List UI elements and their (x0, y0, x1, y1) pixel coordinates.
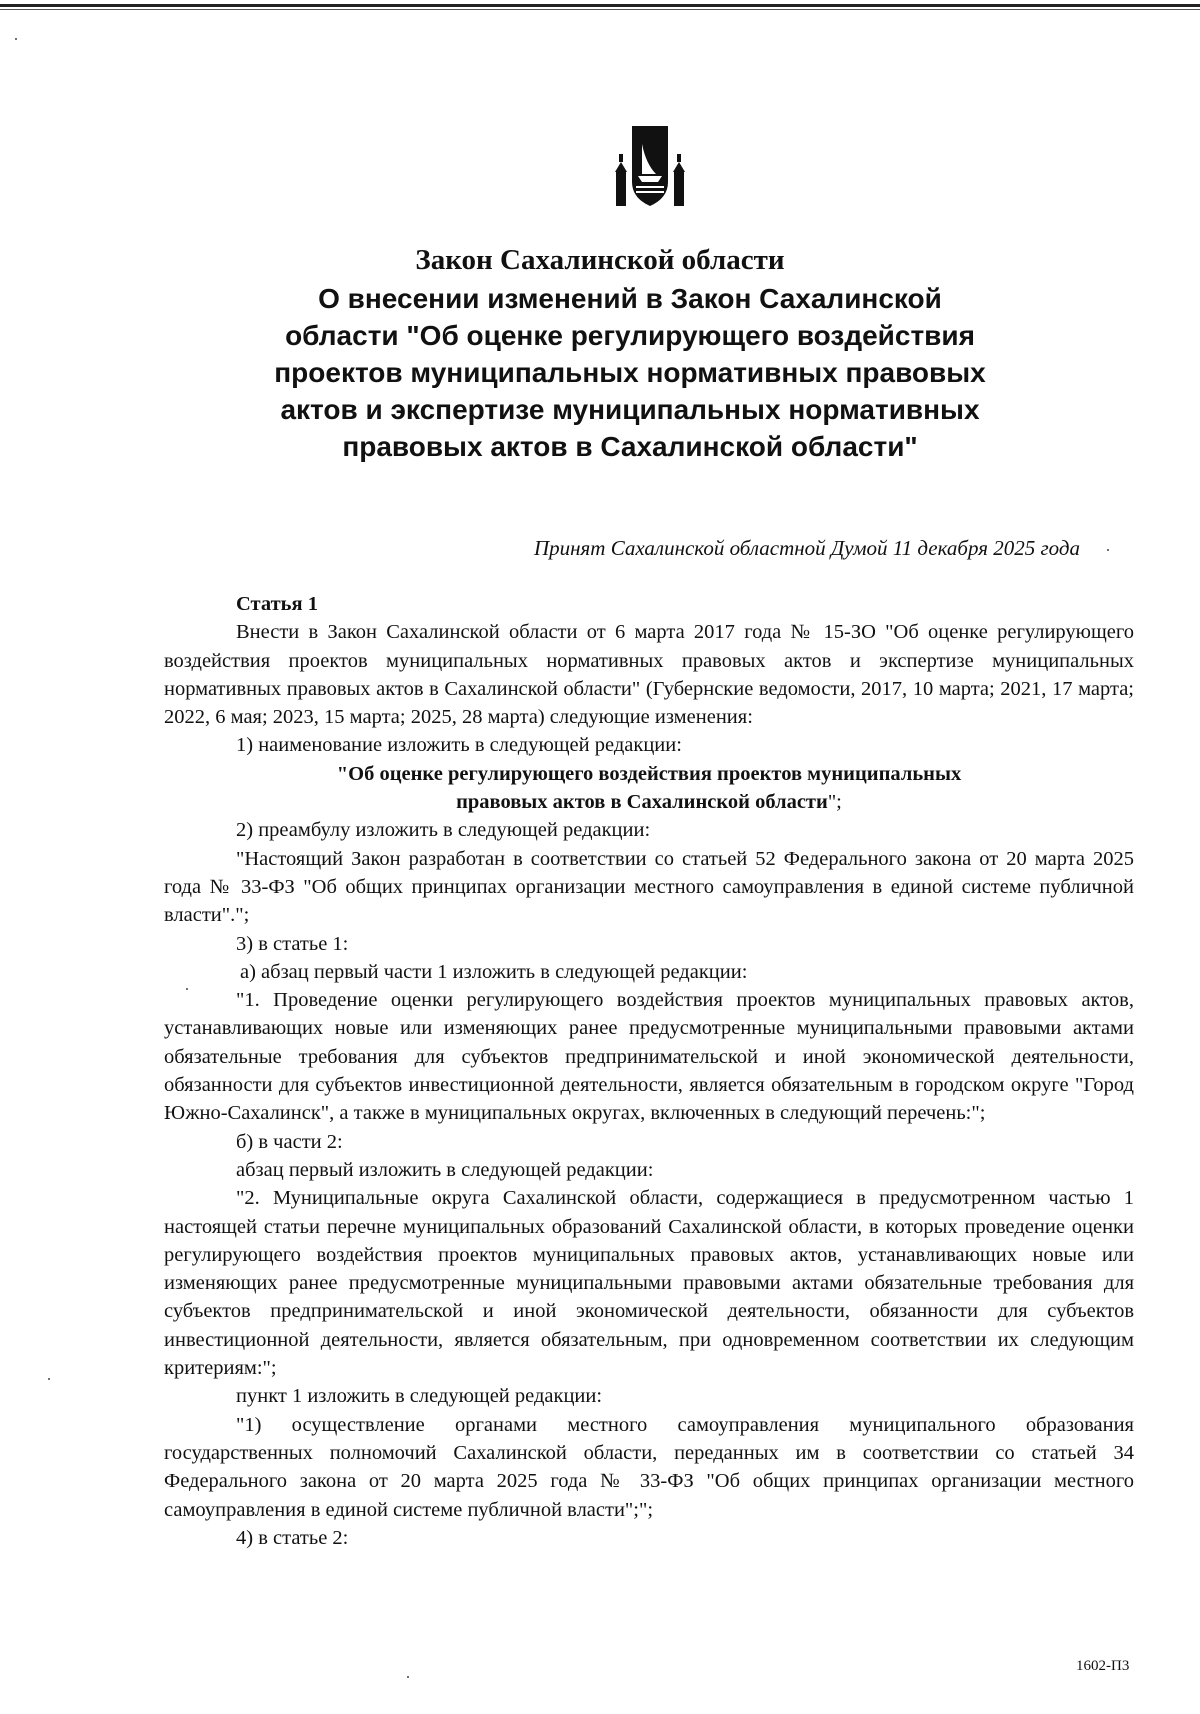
adoption-note: Принят Сахалинской областной Думой 11 декабря 2025 года (533, 536, 1080, 560)
item-3b: б) в части 2: (236, 1130, 343, 1153)
scan-speck (407, 1676, 409, 1678)
scan-speck (48, 1378, 50, 1380)
item-2: 2) преамбулу изложить в следующей редакции: (236, 819, 651, 842)
scan-speck (15, 38, 17, 40)
item-1-quote-end: "; (827, 791, 842, 814)
item-1-quote (164, 760, 1134, 817)
item-3: 3) в статье 1: (236, 932, 349, 955)
law-subject-line: проектов муниципальных нормативных правовых (274, 357, 986, 388)
item-3a-quote: "1. Проведение оценки регулирующего воздействия проектов муниципальных правовых актов, устанавливающих новые или изменяющих ранее предусмотренные муниципальными правовыми актами обязательные требования для субъектов предпринимательской и иной экономической деятельности, обязанности для субъектов инвестиционной деятельности, является обязательным в городском округе "Город Южно-Сахалинск", а также в муниципальных округах, включенных в следующий перечень:"; (164, 989, 1134, 1125)
article-intro: Внести в Закон Сахалинской области от 6 марта 2017 года № 15-ЗО "Об оценке регулирующего воздействия проектов муниципальных нормативных правовых актов и экспертизе муниципальных нормативных правовых актов в Сахалинской области" (Губернские ведомости, 2017, 10 марта; 2021, 17 марта; 2022, 6 мая; 2023, 15 марта; 2025, 28 марта) следующие изменения: (164, 621, 1134, 729)
scan-speck (186, 988, 188, 990)
top-border-line-thin (0, 9, 1200, 10)
article-heading: Статья 1 (236, 593, 318, 615)
item-1-quote-line: правовых актов в Сахалинской области (456, 791, 828, 814)
item-4: 4) в статье 2: (236, 1526, 349, 1549)
item-3b-paragraph: пункт 1 изложить в следующей редакции: (236, 1385, 603, 1408)
item-3b-quote: "1) осуществление органами местного самоуправления муниципального образования государственных полномочий Сахалинской области, переданных им в соответствии со статьей 34 Федерального закона от 20 марта 2025 года № 33-ФЗ "Об общих принципах организации местного самоуправления в единой системе публичной власти";"; (164, 1413, 1134, 1521)
item-2-quote: "Настоящий Закон разработан в соответствии со статьей 52 Федерального закона от 20 марта 2025 года № 33-ФЗ "Об общих принципах организации местного самоуправления в единой системе публичной власти"."; (164, 847, 1134, 927)
law-subject-line: актов и экспертизе муниципальных нормативных (280, 394, 980, 425)
item-1: 1) наименование изложить в следующей редакции: (236, 734, 682, 757)
item-3b-quote: "2. Муниципальные округа Сахалинской области, содержащиеся в предусмотренном частью 1 настоящей статьи перечне муниципальных образований Сахалинской области, в которых проведение оценки регулирующего воздействия проектов муниципальных правовых актов, устанавливающих новые или изменяющих ранее предусмотренные муниципальными правовыми актами обязательные требования для субъектов предпринимательской и иной экономической деятельности, обязанности для субъектов инвестиционной деятельности, является обязательным, при одновременном соответствии их следующим критериям:"; (164, 1187, 1134, 1380)
document-code: 1602-П3 (1076, 1658, 1130, 1674)
law-subject-title (120, 280, 1140, 465)
item-3b-paragraph: абзац первый изложить в следующей редакции: (236, 1158, 654, 1181)
law-subject-line: области "Об оценке регулирующего воздействия (285, 320, 975, 351)
item-3a: а) абзац первый части 1 изложить в следующей редакции: (240, 960, 748, 983)
top-border-line (0, 4, 1200, 7)
law-title: Закон Сахалинской области (415, 244, 785, 276)
law-subject-line: правовых актов в Сахалинской области" (342, 431, 918, 462)
sakhalin-coat-of-arms-icon (612, 124, 688, 208)
item-1-quote-line: "Об оценке регулирующего воздействия проектов муниципальных (336, 762, 962, 785)
document-body (164, 590, 1134, 1552)
law-subject-line: О внесении изменений в Закон Сахалинской (318, 283, 942, 314)
scan-speck (1107, 549, 1109, 551)
